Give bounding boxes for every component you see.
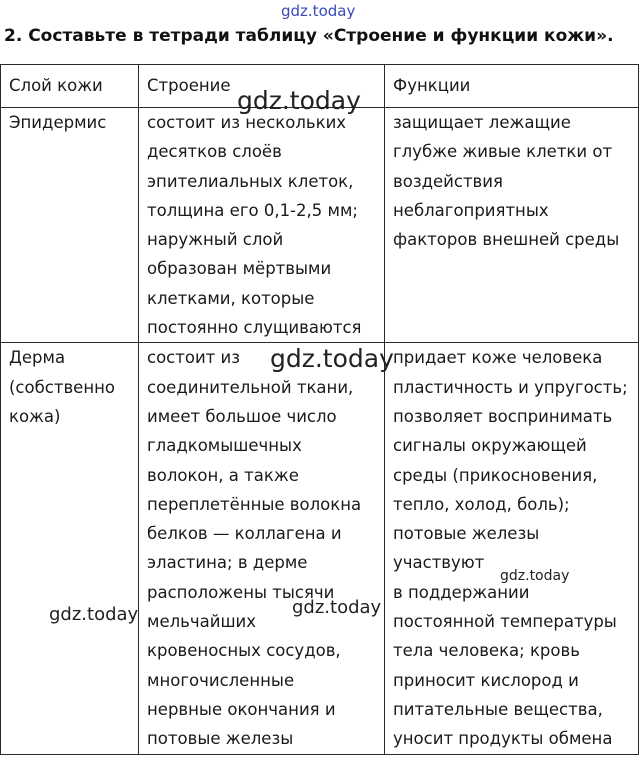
- cell-functions: защищает лежащие глубже живые клетки от воздействия неблагоприятных факторов внешней среды: [385, 108, 639, 343]
- skin-structure-table: [0, 64, 639, 755]
- cell-structure: состоит из соединительной ткани, имеет большое число гладкомышечных волокон, а также переплетённые волокна белков — коллагена и эластина; в дерме расположены тысячи мельчайших кровеносных сосудов, многочисленные нервные окончания и потовые железы: [139, 343, 385, 754]
- cell-layer: Дерма (собственно кожа): [1, 343, 139, 754]
- table-row-epidermis: [1, 108, 639, 343]
- cell-functions: придает коже человека пластичность и упругость; позволяет воспринимать сигналы окружающей среды (прикосновения, тепло, холод, боль); потовые железы участвуют в поддержании постоянной температуры тела человека; кровь приносит кислород и питательные вещества, уносит продукты обмена: [385, 343, 639, 754]
- header-structure: Строение: [139, 65, 385, 108]
- header-functions: Функции: [385, 65, 639, 108]
- watermark: gdz.today: [292, 597, 382, 618]
- table-row-dermis: [1, 343, 639, 754]
- cell-structure: состоит из нескольких десятков слоёв эпителиальных клеток, толщина его 0,1-2,5 мм; наружный слой образован мёртвыми клетками, которые постоянно слущиваются: [139, 108, 385, 343]
- cell-layer: Эпидермис: [1, 108, 139, 343]
- watermark: gdz.today: [270, 344, 394, 373]
- watermark: gdz.today: [237, 86, 361, 115]
- header-layer: Слой кожи: [1, 65, 139, 108]
- task-title: 2. Составьте в тетради таблицу «Строение и функции кожи».: [4, 26, 614, 46]
- watermark: gdz.today: [281, 2, 356, 20]
- watermark: gdz.today: [500, 568, 570, 584]
- watermark: gdz.today: [49, 604, 139, 625]
